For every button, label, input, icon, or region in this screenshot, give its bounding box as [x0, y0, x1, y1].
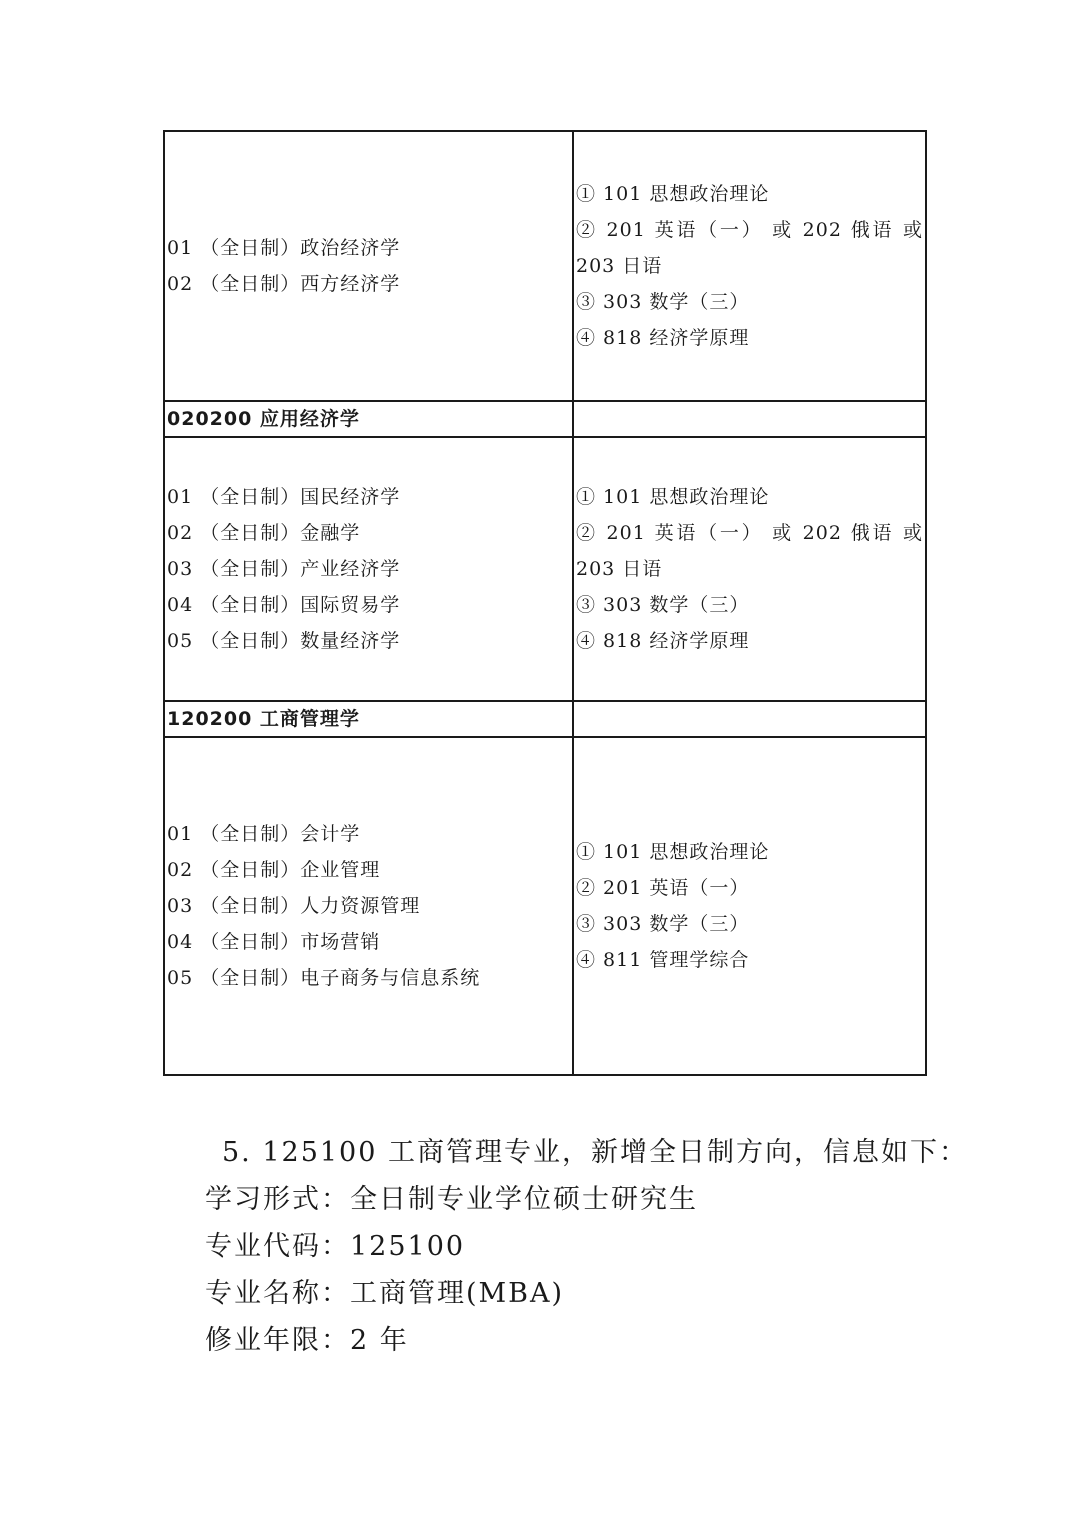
exam-item: ② 201 英语（一） 或 202 俄语 或 — [576, 219, 923, 241]
exam-item: ① 101 思想政治理论 — [576, 486, 770, 508]
direction-item: 04 （全日制）市场营销 — [167, 931, 381, 953]
exam-item: ② 201 英语（一） 或 202 俄语 或 — [576, 522, 923, 544]
direction-item: 03 （全日制）人力资源管理 — [167, 895, 421, 917]
exam-item: ③ 303 数学（三） — [576, 594, 750, 616]
major-name-line: 专业名称：工商管理(MBA) — [205, 1278, 565, 1309]
directions-cell — [164, 437, 573, 701]
directions-cell — [164, 131, 573, 401]
discipline-label: 120200 工商管理学 — [167, 708, 360, 730]
table-row — [164, 437, 926, 701]
direction-item: 03 （全日制）产业经济学 — [167, 558, 401, 580]
discipline-label: 020200 应用经济学 — [167, 408, 360, 430]
table-row — [164, 737, 926, 1075]
exam-item: 203 日语 — [576, 558, 663, 580]
direction-item: 05 （全日制）电子商务与信息系统 — [167, 967, 481, 989]
direction-item: 01 （全日制）政治经济学 — [167, 237, 401, 259]
major-code-line: 专业代码：125100 — [205, 1231, 466, 1262]
discipline-header — [164, 401, 573, 437]
discipline-header — [164, 701, 573, 737]
exam-item: ④ 811 管理学综合 — [576, 949, 750, 971]
table-row — [164, 701, 926, 737]
exam-item: ① 101 思想政治理论 — [576, 183, 770, 205]
duration-line: 修业年限：2 年 — [205, 1325, 409, 1356]
empty-cell — [573, 701, 926, 737]
directions-cell — [164, 737, 573, 1075]
exams-cell — [573, 437, 926, 701]
exams-cell — [573, 131, 926, 401]
program-table — [163, 130, 927, 1076]
table-row — [164, 131, 926, 401]
exams-cell — [573, 737, 926, 1075]
direction-item: 02 （全日制）西方经济学 — [167, 273, 401, 295]
direction-item: 05 （全日制）数量经济学 — [167, 630, 401, 652]
exam-item: ③ 303 数学（三） — [576, 291, 750, 313]
direction-item: 01 （全日制）会计学 — [167, 823, 361, 845]
direction-item: 02 （全日制）企业管理 — [167, 859, 381, 881]
direction-item: 01 （全日制）国民经济学 — [167, 486, 401, 508]
exam-item: ① 101 思想政治理论 — [576, 841, 770, 863]
exam-item: 203 日语 — [576, 255, 663, 277]
direction-item: 02 （全日制）金融学 — [167, 522, 361, 544]
exam-item: ② 201 英语（一） — [576, 877, 750, 899]
exam-item: ③ 303 数学（三） — [576, 913, 750, 935]
empty-cell — [573, 401, 926, 437]
exam-item: ④ 818 经济学原理 — [576, 327, 750, 349]
section-intro: 5. 125100 工商管理专业，新增全日制方向，信息如下： — [222, 1137, 968, 1168]
direction-item: 04 （全日制）国际贸易学 — [167, 594, 401, 616]
study-form-line: 学习形式：全日制专业学位硕士研究生 — [205, 1184, 698, 1215]
table-row — [164, 401, 926, 437]
exam-item: ④ 818 经济学原理 — [576, 630, 750, 652]
